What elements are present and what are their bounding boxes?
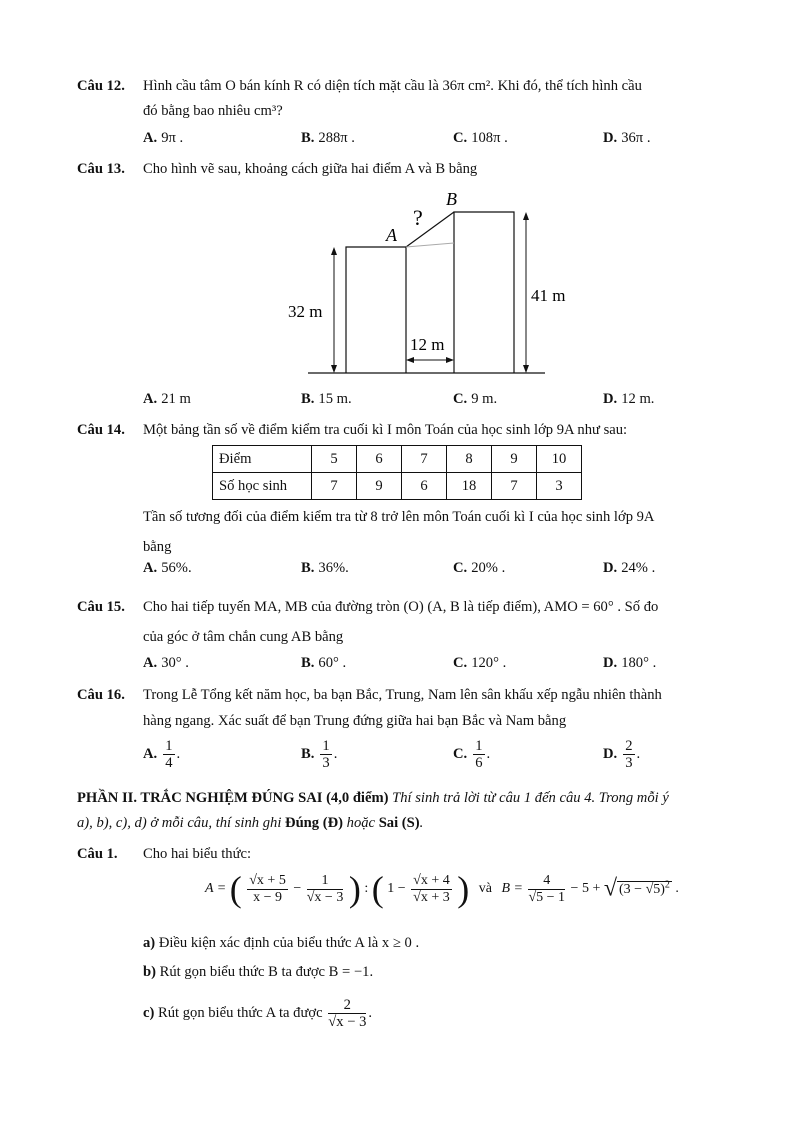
option-c: C. 108π . (453, 130, 508, 146)
item-label: a) (143, 935, 156, 951)
question-text: Cho hai biểu thức: (143, 846, 252, 862)
label-right-height: 41 m (531, 286, 566, 305)
question-text-line: bằng (143, 539, 172, 555)
question-label: Câu 14. (77, 422, 125, 438)
table-cell: 7 (402, 446, 447, 473)
fraction: $\frac{2}{√x - 3}$ (328, 997, 367, 1031)
true-label: Đúng (Đ) (285, 815, 344, 831)
table-row (213, 446, 582, 473)
fraction: $\frac{4}{√5 - 1}$ (528, 872, 566, 905)
option-a: A. 9π . (143, 130, 184, 146)
option-d: D. 12 m. (603, 391, 655, 407)
arrowhead (523, 212, 529, 220)
options-q12 (143, 130, 723, 154)
paren-right: ) (457, 869, 470, 909)
arrowhead (523, 365, 529, 373)
options-q16 (143, 738, 723, 778)
option-d: D. 24% . (603, 560, 656, 576)
option-b: B. 36%. (301, 560, 349, 576)
question-14-text2 (143, 505, 723, 560)
table-cell: 3 (537, 473, 582, 500)
options-q13 (143, 391, 723, 415)
item-c: c) Rút gọn biểu thức A ta được $\frac{2}{√x - 3}$ . (143, 997, 373, 1031)
question-text-line: Tần số tương đối của điểm kiểm tra từ 8 trở lên môn Toán cuối kì I của học sinh lớp 9A (143, 509, 655, 525)
option-c: C. $\frac{1}{6}$ . (453, 738, 491, 771)
colon: : (364, 881, 369, 896)
options-q14 (143, 560, 723, 584)
item-a (143, 933, 419, 953)
table-cell: 8 (447, 446, 492, 473)
paren-left: ( (371, 869, 384, 909)
sqrt-sign: √ (603, 875, 618, 902)
option-c: C. 20% . (453, 560, 506, 576)
option-a: A. 30° . (143, 655, 189, 671)
table-cell: 6 (402, 473, 447, 500)
part2-instruction-line2: a), b), c), d) ở mỗi câu, thí sinh ghi (77, 815, 286, 831)
formula-a-b (205, 868, 679, 918)
question-text: Cho hai tiếp tuyến MA, MB của đường tròn (O) (A, B là tiếp điểm), AMO = 60° . Số đo (143, 599, 659, 615)
item-text: Rút gọn biểu thức B ta được B = −1. (155, 964, 374, 980)
arrowhead (446, 357, 454, 363)
option-b: B. 15 m. (301, 391, 352, 407)
question-label: Câu 15. (77, 599, 125, 615)
minus-sign: − (293, 881, 302, 896)
question-label: Câu 1. (77, 846, 118, 862)
table-cell: 10 (537, 446, 582, 473)
item-label: b) (143, 964, 156, 980)
question-label: Câu 16. (77, 687, 125, 703)
table-header-cell: Số học sinh (213, 473, 312, 500)
formula-tail: − 5 + (570, 881, 601, 896)
table-cell: 6 (357, 446, 402, 473)
question-text: Cho hình vẽ sau, khoảng cách giữa hai điểm A và B bằng (143, 161, 478, 177)
question-label: Câu 12. (77, 78, 125, 94)
paren-right: ) (348, 869, 361, 909)
question-text-line2: của góc ở tâm chắn cung AB bằng (143, 629, 344, 645)
question-text: Một bảng tần số về điểm kiểm tra cuối kì I môn Toán của học sinh lớp 9A như sau: (143, 422, 628, 438)
question-text: Trong Lễ Tổng kết năm học, ba bạn Bắc, Trung, Nam lên sân khấu xếp ngẫu nhiên thành (143, 687, 662, 703)
left-building (346, 247, 406, 373)
item-text: Điều kiện xác định của biểu thức A là x ≥ 0 . (155, 935, 420, 951)
right-building (454, 212, 514, 373)
option-d: D. $\frac{2}{3}$ . (603, 738, 641, 771)
table-header-cell: Điểm (213, 446, 312, 473)
option-b: B. $\frac{1}{3}$ . (301, 738, 338, 771)
option-a: A. $\frac{1}{4}$ . (143, 738, 181, 771)
arrowhead (331, 247, 337, 255)
part2-heading (77, 786, 727, 836)
period: . (675, 881, 679, 896)
fraction: $\frac{1}{√x - 3}$ (306, 872, 344, 905)
question-text-line2: đó bằng bao nhiêu cm³? (143, 103, 283, 119)
formula-a-lhs: A = (205, 881, 227, 896)
table-cell: 18 (447, 473, 492, 500)
label-b: B (446, 189, 457, 209)
option-a: A. 56%. (143, 560, 192, 576)
question-text-line2: hàng ngang. Xác suất để bạn Trung đứng giữa hai bạn Bắc và Nam bằng (143, 713, 567, 729)
item-label: c) (143, 1005, 155, 1021)
part2-title: PHẦN II. TRẮC NGHIỆM ĐÚNG SAI (4,0 điểm) (77, 790, 389, 806)
arrowhead (331, 365, 337, 373)
paren-left: ( (229, 869, 242, 909)
option-c: C. 9 m. (453, 391, 498, 407)
table-cell: 7 (492, 473, 537, 500)
fraction: $\frac{√x + 5}{x - 9}$ (249, 872, 286, 905)
fraction: $\frac{√x + 4}{√x + 3}$ (413, 872, 450, 905)
part2-instruction: Thí sinh trả lời từ câu 1 đến câu 4. Trong mỗi ý (388, 790, 669, 806)
question-text: Hình cầu tâm O bán kính R có diện tích mặt cầu là 36π cm². Khi đó, thể tích hình cầu (143, 78, 642, 94)
formula-b-lhs: B = (501, 881, 523, 896)
table-cell: 5 (312, 446, 357, 473)
label-left-height: 32 m (288, 302, 323, 321)
table-row (213, 473, 582, 500)
period: . (419, 815, 424, 831)
label-question: ? (413, 205, 423, 230)
or-text: hoặc (343, 815, 379, 831)
sqrt-radicand: $(3 - √5)^2$ (619, 879, 670, 898)
label-a: A (386, 225, 397, 245)
question-label: Câu 13. (77, 161, 125, 177)
item-text: Rút gọn biểu thức A ta được (154, 1005, 323, 1021)
option-b: B. 288π . (301, 130, 355, 146)
table-cell: 9 (492, 446, 537, 473)
table-cell: 7 (312, 473, 357, 500)
label-gap: 12 m (410, 335, 445, 354)
option-b: B. 60° . (301, 655, 347, 671)
one-minus: 1 − (387, 881, 406, 896)
helper-line (406, 243, 454, 247)
option-d: D. 180° . (603, 655, 657, 671)
buildings-figure (280, 185, 566, 380)
and-word: và (478, 881, 492, 896)
options-q15 (143, 655, 723, 679)
table-cell: 9 (357, 473, 402, 500)
option-d: D. 36π . (603, 130, 651, 146)
option-c: C. 120° . (453, 655, 507, 671)
option-a: A. 21 m (143, 391, 191, 407)
frequency-table (212, 445, 582, 500)
item-b (143, 962, 373, 982)
arrowhead (406, 357, 414, 363)
false-label: Sai (S) (378, 815, 420, 831)
